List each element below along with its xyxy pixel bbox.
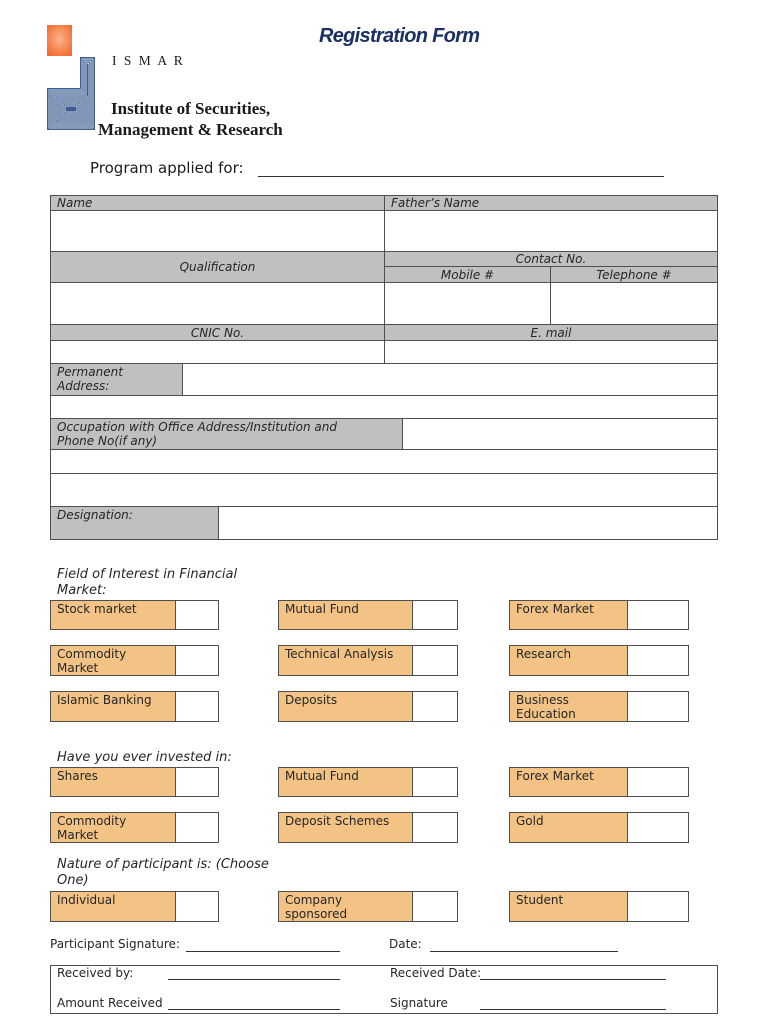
participant-company-sponsored-checkbox[interactable] [412, 891, 458, 922]
invested-forex-market-checkbox[interactable] [627, 767, 689, 797]
invested-label-gold: Gold [509, 812, 628, 843]
option-label-mutual-fund: Mutual Fund [278, 600, 413, 630]
option-label-forex-market: Forex Market [509, 600, 628, 630]
deposits-checkbox[interactable] [412, 691, 458, 722]
fathers-name-header: Father’s Name [384, 195, 718, 211]
mutual-fund-checkbox[interactable] [412, 600, 458, 630]
research-checkbox[interactable] [627, 645, 689, 676]
name-header: Name [50, 195, 385, 211]
participant-label-individual: Individual [50, 891, 176, 922]
permanent-address-input-line2[interactable] [50, 395, 718, 419]
stock-market-checkbox[interactable] [175, 600, 219, 630]
permanent-address-label: Permanent Address: [50, 363, 183, 396]
mobile-header: Mobile # [384, 266, 551, 283]
occupation-input-line3[interactable] [50, 473, 718, 507]
invested-deposit-schemes-checkbox[interactable] [412, 812, 458, 843]
option-label-commodity-market: Commodity Market [50, 645, 176, 676]
participant-individual-checkbox[interactable] [175, 891, 219, 922]
invested-label-commodity-market: Commodity Market [50, 812, 176, 843]
fathers-name-input[interactable] [384, 210, 718, 252]
email-input[interactable] [384, 340, 718, 364]
occupation-input-line2[interactable] [50, 449, 718, 474]
participant-nature-heading: Nature of participant is: (Choose One) [57, 857, 269, 888]
form-title: Registration Form [319, 25, 480, 47]
participant-label-student: Student [509, 891, 628, 922]
occupation-input[interactable] [402, 418, 718, 450]
received-date-line[interactable] [480, 979, 666, 980]
participant-signature-line[interactable] [186, 951, 340, 952]
telephone-header: Telephone # [550, 266, 718, 283]
invested-mutual-fund-checkbox[interactable] [412, 767, 458, 797]
participant-signature-label: Participant Signature: [50, 937, 180, 951]
field-of-interest-heading: Field of Interest in Financial Market: [57, 567, 238, 598]
amount-received-line[interactable] [168, 1009, 340, 1010]
invested-gold-checkbox[interactable] [627, 812, 689, 843]
cnic-input[interactable] [50, 340, 385, 364]
institute-acronym: I S M A R [112, 53, 185, 68]
institute-name-line2: Management & Research [98, 120, 283, 139]
participant-student-checkbox[interactable] [627, 891, 689, 922]
commodity-market-checkbox[interactable] [175, 645, 219, 676]
participant-label-company-sponsored: Company sponsored [278, 891, 413, 922]
invested-commodity-market-checkbox[interactable] [175, 812, 219, 843]
invested-label-deposit-schemes: Deposit Schemes [278, 812, 413, 843]
option-label-business-education: Business Education [509, 691, 628, 722]
business-education-checkbox[interactable] [627, 691, 689, 722]
qualification-input[interactable] [50, 282, 385, 325]
amount-received-label: Amount Received [57, 996, 163, 1010]
telephone-input[interactable] [550, 282, 718, 325]
invested-label-shares: Shares [50, 767, 176, 797]
cnic-header: CNIC No. [50, 324, 385, 341]
date-line[interactable] [430, 951, 618, 952]
option-label-research: Research [509, 645, 628, 676]
islamic-banking-checkbox[interactable] [175, 691, 219, 722]
office-signature-label: Signature [390, 996, 448, 1010]
received-by-label: Received by: [57, 966, 134, 980]
email-header: E. mail [384, 324, 718, 341]
invested-label-mutual-fund: Mutual Fund [278, 767, 413, 797]
ismar-logo-icon [46, 24, 98, 132]
qualification-header: Qualification [50, 251, 385, 283]
option-label-deposits: Deposits [278, 691, 413, 722]
received-date-label: Received Date: [390, 966, 482, 980]
permanent-address-input[interactable] [182, 363, 718, 396]
mobile-input[interactable] [384, 282, 551, 325]
name-input[interactable] [50, 210, 385, 252]
program-applied-input-line[interactable] [258, 176, 664, 177]
contact-no-header: Contact No. [384, 251, 718, 267]
institute-name-line1: Institute of Securities, [111, 99, 271, 118]
invested-heading: Have you ever invested in: [57, 750, 232, 765]
office-signature-line[interactable] [480, 1009, 666, 1010]
occupation-label: Occupation with Office Address/Institution and Phone No(if any) [50, 418, 403, 450]
program-applied-label: Program applied for: [90, 159, 244, 177]
option-label-technical-analysis: Technical Analysis [278, 645, 413, 676]
received-by-line[interactable] [168, 979, 340, 980]
option-label-islamic-banking: Islamic Banking [50, 691, 176, 722]
date-label: Date: [389, 937, 422, 951]
forex-market-checkbox[interactable] [627, 600, 689, 630]
designation-label: Designation: [50, 506, 219, 540]
technical-analysis-checkbox[interactable] [412, 645, 458, 676]
option-label-stock-market: Stock market [50, 600, 176, 630]
invested-label-forex-market: Forex Market [509, 767, 628, 797]
invested-shares-checkbox[interactable] [175, 767, 219, 797]
designation-input[interactable] [218, 506, 718, 540]
